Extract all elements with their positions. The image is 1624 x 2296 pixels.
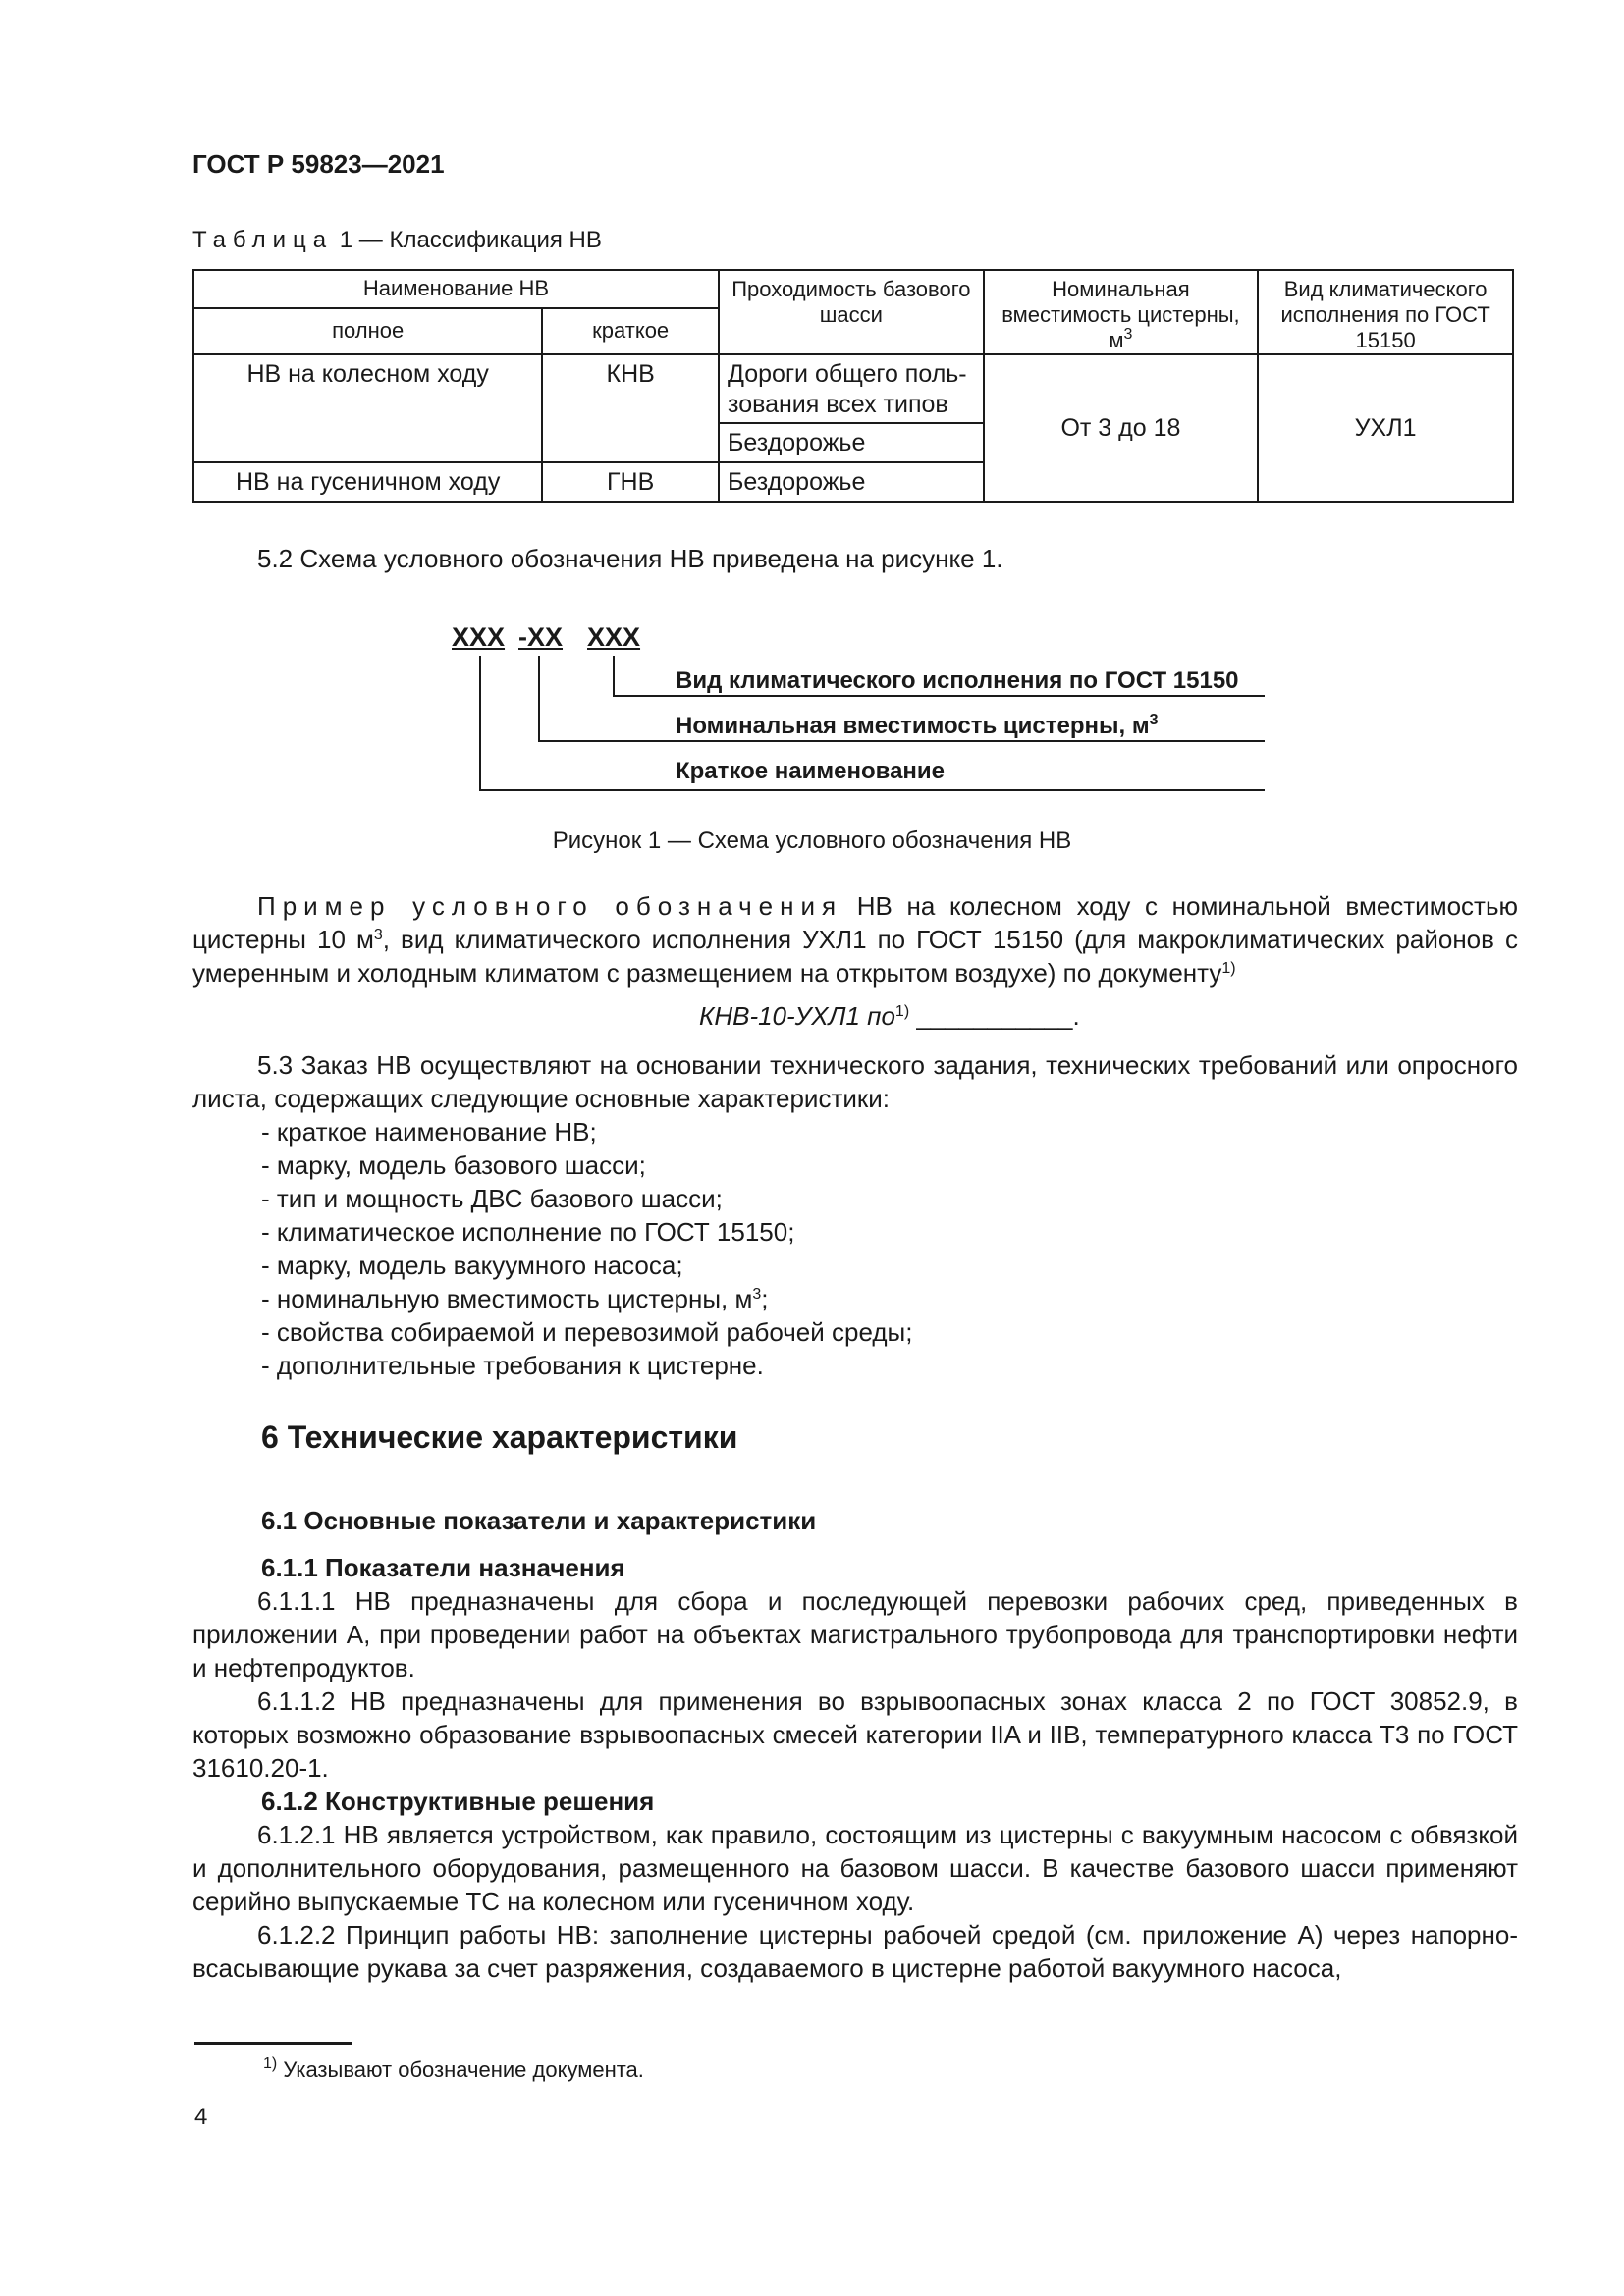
- footnote-mark: 1): [263, 2056, 278, 2072]
- footnote-separator: [194, 2042, 352, 2045]
- paragraph-6-1-2-1: 6.1.2.1 НВ является устройством, как правило, состоящим из цистерны с вакуумным насосом с обвязкой и дополнительного оборудования, размещенного на базовом шасси. В качестве базового шасси применяют серийно выпускаемые ТС на колесном или гусеничном ходу.: [192, 1820, 1518, 1916]
- paragraph-5-2: 5.2 Схема условного обозначения НВ приведена на рисунке 1.: [257, 544, 1003, 573]
- leader-line-2-horizontal: [538, 740, 1265, 742]
- example-designation: [699, 999, 1080, 1033]
- list-item: [261, 1282, 768, 1315]
- list-item: - марку, модель вакуумного насоса;: [261, 1251, 683, 1280]
- section-6-heading: 6 Технические характеристики: [261, 1419, 738, 1455]
- list-item: - свойства собираемой и перевозимой рабочей среды;: [261, 1317, 913, 1347]
- th-name-group: Наименование НВ: [193, 270, 719, 308]
- cell-short: ГНВ: [542, 462, 719, 502]
- cell-climate: УХЛ1: [1258, 354, 1513, 502]
- leader-line-1-vertical: [479, 656, 481, 791]
- cell-passability: Бездорожье: [719, 423, 984, 462]
- th-capacity: [984, 270, 1259, 354]
- code-part-3: XXX: [587, 622, 641, 652]
- list-item-tail: ;: [761, 1284, 769, 1313]
- th-capacity-text: Номинальная вместимость цистерны, м: [1001, 277, 1240, 352]
- list-item-sup: 3: [752, 1286, 762, 1303]
- label-short-name: Краткое наименование: [676, 758, 946, 784]
- paragraph-6-1-2-2: 6.1.2.2 Принцип работы НВ: заполнение цистерны рабочей средой (см. приложение А) через напорно-всасывающие рукава за счет разряжения, создаваемого в цистерне работой вакуумного насоса,: [192, 1920, 1518, 1983]
- document-id: ГОСТ Р 59823—2021: [192, 149, 445, 179]
- cell-full: НВ на колесном ходу: [193, 354, 542, 462]
- cell-short: КНВ: [542, 354, 719, 462]
- list-item: - дополнительные требования к цистерне.: [261, 1351, 764, 1380]
- figure-caption: Рисунок 1 — Схема условного обозначения НВ: [552, 828, 1072, 854]
- cell-passability: Дороги общего поль-зования всех типов: [719, 354, 984, 423]
- th-full: полное: [193, 308, 542, 354]
- table-caption-text: 1 — Классификация НВ: [333, 227, 602, 253]
- leader-line-2-vertical: [538, 656, 540, 742]
- footnote-text: Указывают обозначение документа.: [277, 2057, 644, 2082]
- example-text-1: НВ на колесном ходу с номинальной вместимостью цистерны 10 м: [192, 891, 1518, 954]
- list-item: - краткое наименование НВ;: [261, 1117, 597, 1147]
- subsection-6-1-2-heading: 6.1.2 Конструктивные решения: [261, 1787, 655, 1816]
- list-item: - климатическое исполнение по ГОСТ 15150;: [261, 1217, 795, 1247]
- example-sup-3: 3: [373, 927, 383, 943]
- cell-capacity: От 3 до 18: [984, 354, 1259, 502]
- table-caption: [192, 224, 602, 257]
- leader-line-1-horizontal: [479, 789, 1265, 791]
- th-capacity-sup: 3: [1123, 326, 1133, 343]
- code-part-2: -XX: [518, 622, 564, 652]
- paragraph-6-1-1-2: 6.1.1.2 НВ предназначены для применения во взрывоопасных зонах класса 2 по ГОСТ 30852.9, в которых возможно образование взрывоопасных смесей категории IIA и IIB, температурного класса Т3 по ГОСТ 31610.20-1.: [192, 1686, 1518, 1783]
- th-climate: Вид климатического исполнения по ГОСТ 15150: [1258, 270, 1513, 354]
- example-paragraph: [192, 889, 1518, 989]
- page-number: 4: [194, 2104, 208, 2130]
- label-capacity: [676, 713, 1159, 740]
- example-lead: Пример условного обозначения: [257, 891, 843, 921]
- example-text-2: , вид климатического исполнения УХЛ1 по ГОСТ 15150 (для макроклиматических районов с умеренным и холодным климатом с размещением на открытом воздухе) по документу: [192, 925, 1518, 988]
- label-capacity-sup: 3: [1149, 712, 1159, 728]
- example-sup-1: 1): [1221, 960, 1236, 977]
- list-item: - марку, модель базового шасси;: [261, 1150, 646, 1180]
- designation-text: КНВ-10-УХЛ1 по: [699, 1001, 895, 1031]
- label-capacity-text: Номинальная вместимость цистерны, м: [676, 713, 1150, 739]
- leader-line-3-horizontal: [613, 695, 1265, 697]
- code-part-1: XXX: [452, 622, 506, 652]
- cell-full: НВ на гусеничном ходу: [193, 462, 542, 502]
- th-passability: Проходимость базового шасси: [719, 270, 984, 354]
- footnote: [263, 2056, 644, 2085]
- paragraph-5-3: 5.3 Заказ НВ осуществляют на основании технического задания, технических требований или опросного листа, содержащих следующие основные характеристики:: [192, 1050, 1518, 1113]
- subsection-6-1-heading: 6.1 Основные показатели и характеристики: [261, 1506, 817, 1535]
- th-short: краткое: [542, 308, 719, 354]
- leader-line-3-vertical: [613, 656, 615, 697]
- table-row: [193, 354, 1513, 423]
- classification-table: [192, 269, 1514, 503]
- designation-tail: ___________.: [909, 1001, 1080, 1031]
- designation-sup: 1): [894, 1003, 910, 1020]
- label-climate: Вид климатического исполнения по ГОСТ 15150: [676, 667, 1239, 694]
- list-item: - тип и мощность ДВС базового шасси;: [261, 1184, 723, 1213]
- subsection-6-1-1-heading: 6.1.1 Показатели назначения: [261, 1553, 625, 1582]
- cell-passability: Бездорожье: [719, 462, 984, 502]
- paragraph-6-1-1-1: 6.1.1.1 НВ предназначены для сбора и последующей перевозки рабочих сред, приведенных в приложении А, при проведении работ на объектах магистрального трубопровода для транспортировки нефти и нефтепродуктов.: [192, 1586, 1518, 1682]
- list-item-text: - номинальную вместимость цистерны, м: [261, 1284, 753, 1313]
- table-caption-word: Таблица: [192, 227, 334, 253]
